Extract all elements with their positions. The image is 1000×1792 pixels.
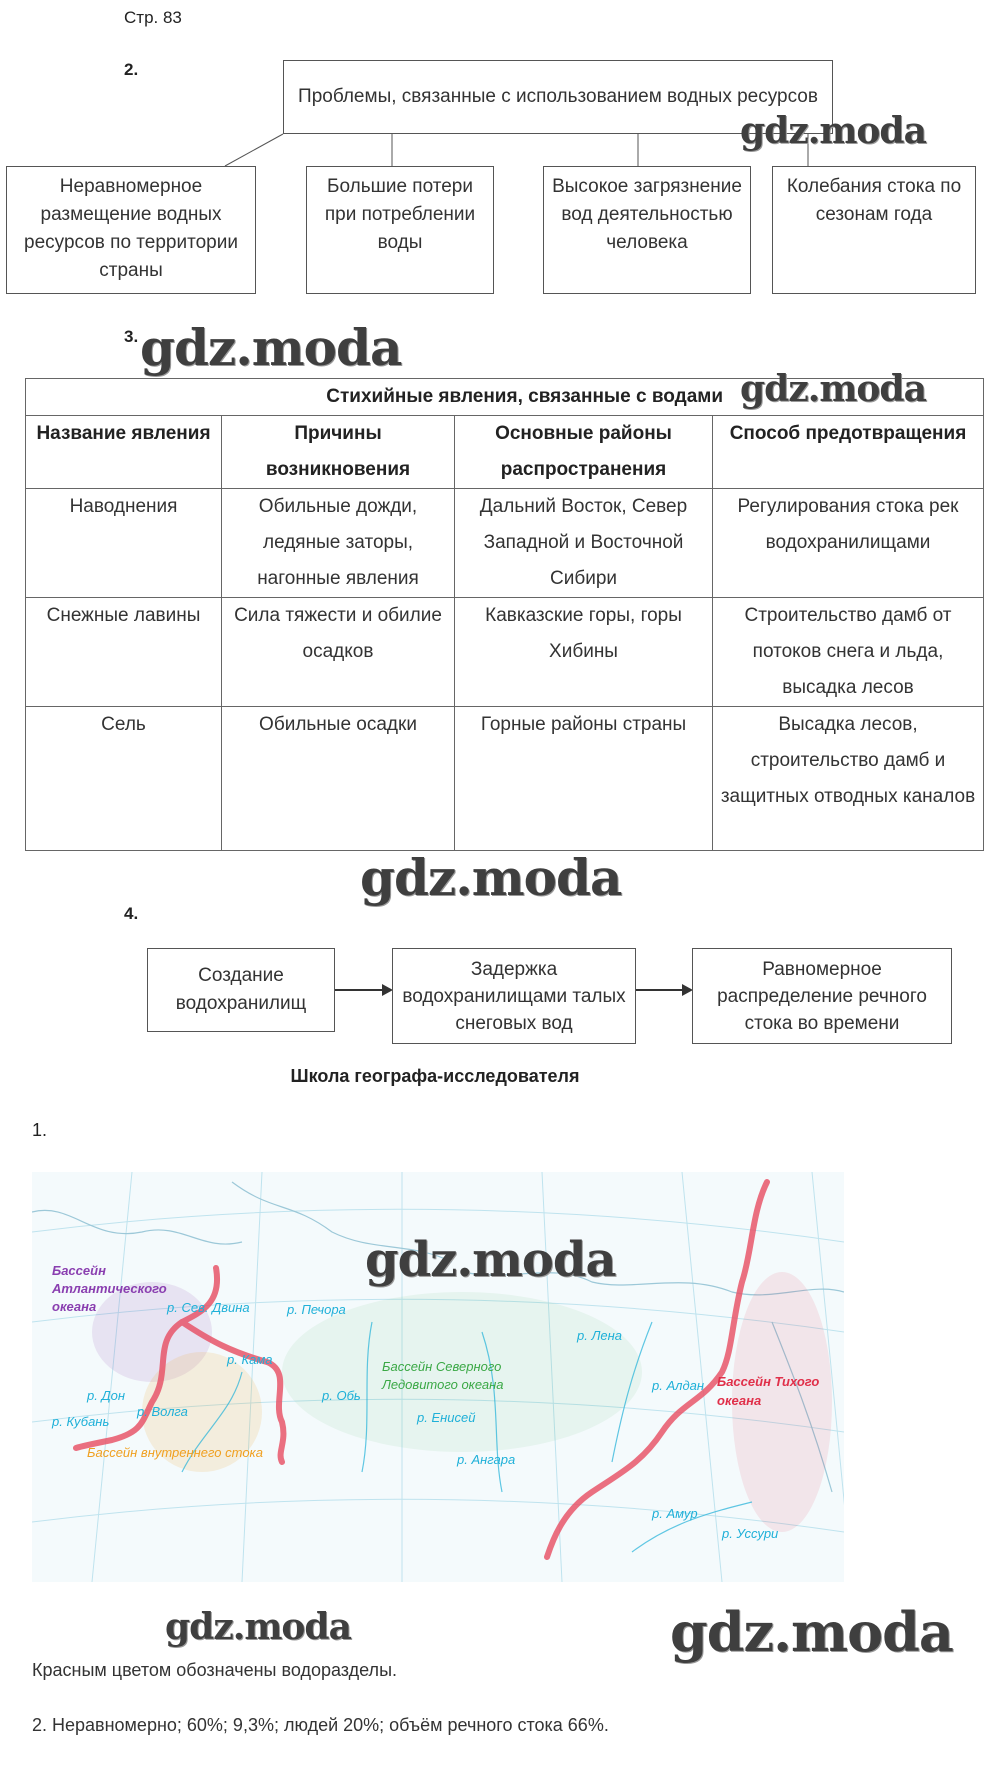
problem-text-1: Неравномерное размещение водных ресурсов по территории страны	[24, 176, 238, 281]
problems-root-text: Проблемы, связанные с использованием водных ресурсов	[298, 86, 818, 107]
label-angara: р. Ангара	[457, 1452, 516, 1467]
table-header-row	[26, 416, 984, 489]
school-title: Школа географа-исследователя	[290, 1066, 580, 1086]
table-row	[26, 489, 984, 598]
label-kuban: р. Кубань	[52, 1414, 110, 1429]
label-atlantic-basin: Бассейн Атлантического океана	[52, 1263, 167, 1314]
table-row	[26, 707, 984, 851]
table-cell: Высадка лесов, строительство дамб и защитных отводных каналов	[713, 707, 984, 851]
table-cell: Сила тяжести и обилие осадков	[222, 598, 455, 707]
flow-text-1: Создание водохранилищ	[175, 965, 307, 1014]
label-amur: р. Амур	[652, 1506, 698, 1521]
problems-connectors	[0, 0, 1000, 180]
label-ob: р. Обь	[322, 1388, 361, 1403]
label-kama: р. Кама	[227, 1352, 273, 1367]
table-cell: Наводнения	[26, 489, 222, 598]
problem-box-1	[6, 166, 256, 294]
page-reference: Стр. 83	[124, 8, 182, 27]
header-prevention: Способ предотвращения	[713, 416, 984, 489]
watermark: gdz.moda	[360, 848, 622, 907]
problem-text-3: Высокое загрязнение вод деятельностью человека	[552, 176, 742, 253]
section-4-number: 4.	[124, 904, 139, 923]
problem-box-2	[306, 166, 494, 294]
table-cell: Горные районы страны	[455, 707, 713, 851]
task-1-number: 1.	[32, 1120, 48, 1140]
table-title: Стихийные явления, связанные с водами	[26, 379, 984, 416]
label-aldan: р. Алдан	[652, 1378, 705, 1393]
section-3-number: 3.	[124, 327, 139, 346]
label-pacific-basin: Бассейн Тихого океана	[717, 1374, 820, 1408]
problem-text-2: Большие потери при потреблении воды	[324, 176, 476, 253]
flow-text-2: Задержка водохранилищами талых снеговых вод	[402, 958, 626, 1034]
label-volga: р. Волга	[137, 1404, 188, 1419]
watermark: gdz.moda	[165, 1606, 351, 1648]
label-arctic-basin: Бассейн Северного Ледовитого океана	[382, 1359, 504, 1392]
header-causes: Причины возникновения	[222, 416, 455, 489]
label-yenisei: р. Енисей	[417, 1410, 476, 1425]
watermark: gdz.moda	[740, 110, 926, 152]
table-row	[26, 598, 984, 707]
table-cell: Сель	[26, 707, 222, 851]
answer-2: 2. Неравномерно; 60%; 9,3%; людей 20%; объём речного стока 66%.	[32, 1715, 609, 1735]
watermark: gdz.moda	[140, 318, 402, 377]
label-sev-dvina: р. Сев. Двина	[167, 1300, 250, 1315]
flow-box-2	[392, 948, 636, 1044]
header-regions: Основные районы распространения	[455, 416, 713, 489]
table-cell: Снежные лавины	[26, 598, 222, 707]
table-cell: Обильные дожди, ледяные заторы, нагонные явления	[222, 489, 455, 598]
label-pechora: р. Печора	[287, 1302, 346, 1317]
label-don: р. Дон	[87, 1388, 125, 1403]
label-ussuri: р. Уссури	[722, 1526, 779, 1541]
watershed-note: Красным цветом обозначены водоразделы.	[32, 1660, 398, 1680]
flow-box-3	[692, 948, 952, 1044]
table-cell: Обильные осадки	[222, 707, 455, 851]
problem-box-3	[543, 166, 751, 294]
water-phenomena-table	[25, 378, 984, 851]
watermark: gdz.moda	[365, 1232, 616, 1288]
problem-box-4	[772, 166, 976, 294]
table-cell: Строительство дамб от потоков снега и льда, высадка лесов	[713, 598, 984, 707]
header-name: Название явления	[26, 416, 222, 489]
section-2-number: 2.	[124, 60, 139, 79]
table-cell: Дальний Восток, Север Западной и Восточной Сибири	[455, 489, 713, 598]
flow-box-1	[147, 948, 335, 1032]
watermark: gdz.moda	[740, 368, 926, 410]
watermark: gdz.moda	[670, 1600, 953, 1664]
problem-text-4: Колебания стока по сезонам года	[786, 176, 962, 225]
label-internal-basin: Бассейн внутреннего стока	[87, 1445, 263, 1460]
table-cell: Кавказские горы, горы Хибины	[455, 598, 713, 707]
flow-text-3: Равномерное распределение речного стока во времени	[717, 958, 927, 1034]
table-cell: Регулирования стока рек водохранилищами	[713, 489, 984, 598]
label-lena: р. Лена	[577, 1328, 622, 1343]
